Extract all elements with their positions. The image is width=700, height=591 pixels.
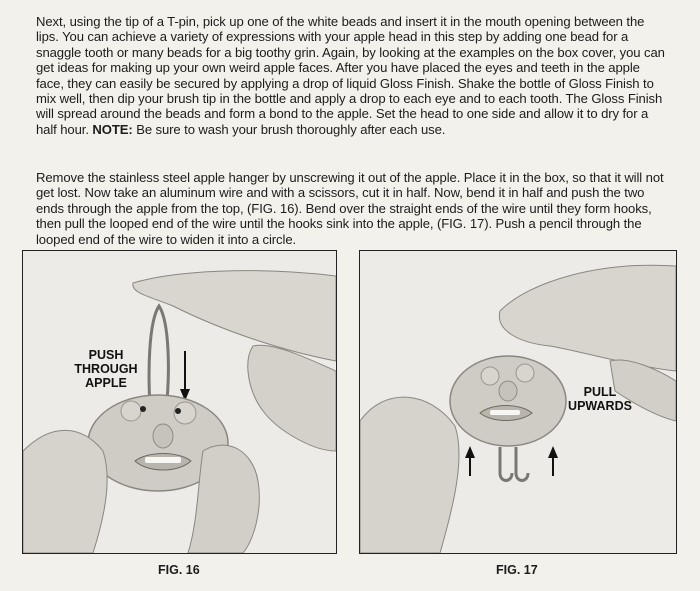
figure-16-photo: [22, 250, 337, 554]
figure-16-label-line: APPLE: [85, 376, 127, 390]
paragraph-1-text: Next, using the tip of a T-pin, pick up one of the white beads and insert it in the mouth opening between the lips. You can achieve a variety of expressions with your apple head in this step by adding one bead for a snaggle tooth or many beads for a big toothy grin. Again, by looking at the examples on the box cover, you can get ideas for making up your own weird apple faces. After you have placed the eyes and teeth in the apple face, they can easily be secured by applying a drop of liquid Gloss Finish. Shake the bottle of Gloss Finish to mix well, then dip your brush tip in the bottle and apply a drop to each eye and to each tooth. The Gloss Finish will spread around the beads and form a bond to the apple. Set the head to one side and allow it to dry for a half hour.: [36, 14, 665, 137]
figure-17-label-line: PULL: [583, 385, 617, 399]
note-text: Be sure to wash your brush thoroughly after each use.: [132, 121, 446, 137]
figure-17-caption: FIG. 17: [496, 563, 538, 577]
instruction-paragraph-2: Remove the stainless steel apple hanger by unscrewing it out of the apple. Place it in the box, so that it will not get lost. Now take an aluminum wire and with a scissors, cut it in half. Now, bend it in half and push the two ends through the apple from the top, (FIG. 16). Bend over the straight ends of the wire until they form hooks, then pull the looped end of the wire until the hooks sink into the apple, (FIG. 17). Push a pencil through the looped end of the wire to widen it into a circle.: [36, 170, 664, 247]
figure-17-label-line: UPWARDS: [568, 399, 632, 413]
note-label: NOTE:: [92, 121, 133, 137]
figure-16-caption: FIG. 16: [158, 563, 200, 577]
figure-16-label: [66, 348, 146, 390]
push-wire-illustration: [23, 251, 336, 553]
instruction-paragraph-1: [36, 14, 668, 137]
figure-17-label: [555, 385, 645, 413]
figure-16-label-line: PUSH: [88, 348, 124, 362]
figure-16-label-line: THROUGH: [74, 362, 138, 376]
